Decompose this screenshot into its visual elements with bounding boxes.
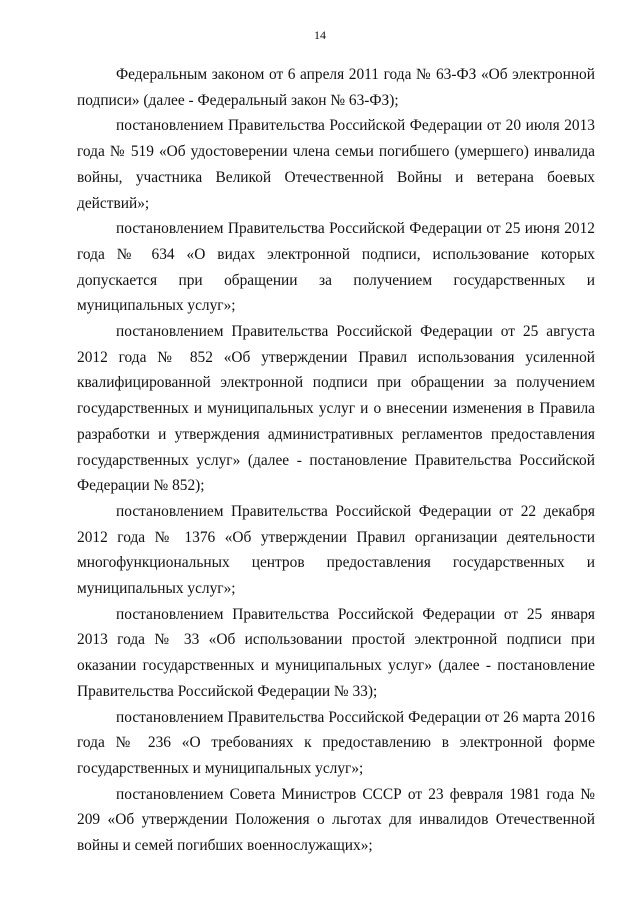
page-number: 14 (314, 28, 326, 42)
document-body (77, 62, 595, 859)
paragraph-resolution-852: постановлением Правительства Российской Федерации от 25 августа 2012 года № 852 «Об утверждении Правил использования усиленной квалифицированной электронной подписи при обращении за получением государственных и муниципальных услуг и о внесении изменения в Правила разработки и утверждения административных регламентов предоставления государственных услуг» (далее - постановление Правительства Российской Федерации № 852); (77, 323, 595, 495)
paragraph-federal-law-63: Федеральным законом от 6 апреля 2011 года № 63-ФЗ «Об электронной подписи» (далее - Федеральный закон № 63-ФЗ); (77, 66, 595, 109)
paragraph-ussr-resolution-209: постановлением Совета Министров СССР от 23 февраля 1981 года № 209 «Об утверждении Положения о льготах для инвалидов Отечественной войны и семей погибших военнослужащих»; (77, 785, 595, 855)
paragraph-resolution-33: постановлением Правительства Российской Федерации от 25 января 2013 года № 33 «Об использовании простой электронной подписи при оказании государственных и муниципальных услуг» (далее - постановление Правительства Российской Федерации № 33); (77, 605, 595, 700)
paragraph-resolution-519: постановлением Правительства Российской Федерации от 20 июля 2013 года № 519 «Об удостоверении члена семьи погибшего (умершего) инвалида войны, участника Великой Отечественной Войны и ветерана боевых действий»; (77, 117, 595, 212)
paragraph-resolution-236: постановлением Правительства Российской Федерации от 26 марта 2016 года № 236 «О требованиях к предоставлению в электронной форме государственных и муниципальных услуг»; (77, 708, 595, 777)
paragraph-resolution-634: постановлением Правительства Российской Федерации от 25 июня 2012 года № 634 «О видах электронной подписи, использование которых допускается при обращении за получением государственных и муниципальных услуг»; (77, 220, 595, 315)
paragraph-resolution-1376: постановлением Правительства Российской Федерации от 22 декабря 2012 года № 1376 «Об утверждении Правил организации деятельности многофункциональных центров предоставления государственных и муниципальных услуг»; (77, 502, 595, 598)
